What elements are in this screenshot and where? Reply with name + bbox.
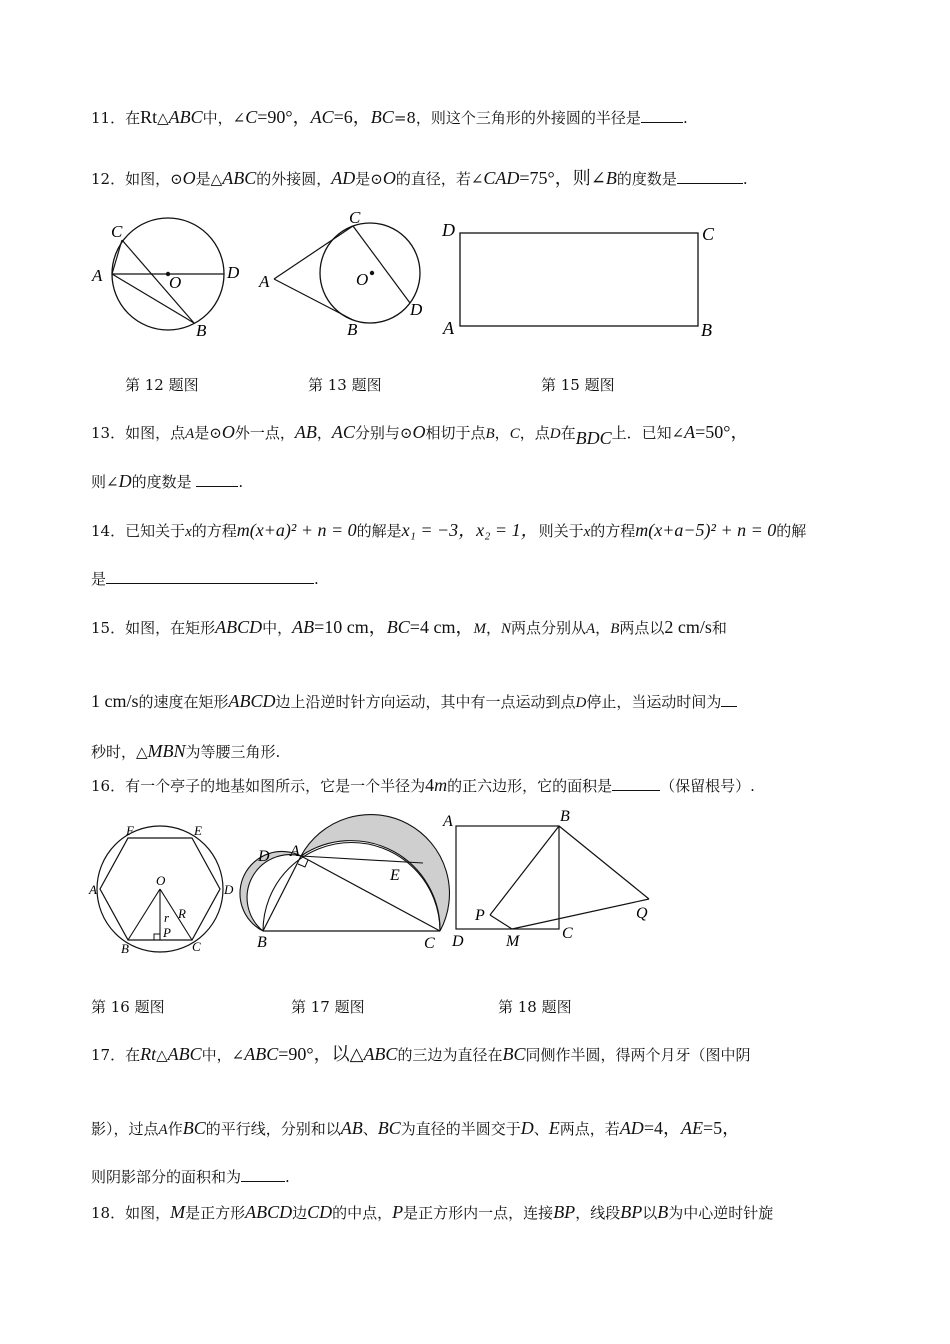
- figure-13: [255, 205, 430, 340]
- answer-blank[interactable]: [677, 169, 743, 184]
- fig16-label-c: C: [192, 939, 201, 954]
- question-11: 11．在Rt△ABC中，∠C=90°，AC=6，BC=8，则这个三角形的外接圆的半径是 .: [91, 107, 688, 127]
- fig17-label-c: C: [424, 935, 435, 952]
- fig16-label-o: O: [156, 873, 166, 888]
- fig17-label-a: A: [290, 843, 300, 860]
- caption-fig12: 第 12 题图: [125, 376, 199, 394]
- fig15-label-d: D: [442, 220, 455, 240]
- caption-fig18: 第 18 题图: [498, 998, 572, 1016]
- fig12-label-a: A: [92, 266, 103, 285]
- fig15-label-a: A: [443, 318, 454, 338]
- question-15-line2: 1 cm/s的速度在矩形ABCD边上沿逆时针方向运动，其中有一点运动到点D停止，当运动时间为: [91, 690, 737, 714]
- fig12-label-b: B: [196, 321, 207, 340]
- fig12-label-c: C: [111, 222, 123, 241]
- fig12-label-d: D: [227, 263, 240, 282]
- question-17-line2: 影），过点A作BC的平行线，分别和以AB、BC为直径的半圆交于D、E两点，若AD=4，AE=5，: [91, 1118, 741, 1138]
- question-16: 16．有一个亭子的地基如图所示，它是一个半径为4m的正六边形，它的面积是 （保留根号）.: [91, 775, 755, 795]
- answer-blank[interactable]: [721, 692, 737, 707]
- question-13: 13．如图，点A是⊙O外一点，AB，AC分别与⊙O相切于点B，C，点D在BDC上．已知∠A=50°，: [91, 422, 749, 448]
- fig18-label-q: Q: [636, 905, 648, 922]
- caption-fig17: 第 17 题图: [291, 998, 365, 1016]
- question-13-line2: 则∠D的度数是 .: [91, 471, 244, 491]
- arc-bdc: BDC: [575, 428, 612, 448]
- fig15-label-b: B: [701, 320, 712, 340]
- fig13-label-o: O: [356, 270, 369, 289]
- fig18-label-b: B: [560, 808, 570, 825]
- fig13-label-b: B: [347, 320, 358, 339]
- fig18-label-d: D: [452, 933, 464, 950]
- answer-blank[interactable]: [641, 108, 683, 123]
- figure-15: [440, 218, 725, 343]
- figure-12: [90, 212, 250, 342]
- fig17-label-d: D: [258, 848, 270, 865]
- fig15-label-c: C: [702, 224, 715, 244]
- question-15: 15．如图，在矩形ABCD中，AB=10 cm，BC=4 cm，M，N两点分别从A，B两点以2 cm/s和: [91, 617, 727, 637]
- fig12-label-o: O: [169, 273, 182, 292]
- fig18-label-c: C: [562, 925, 573, 942]
- figure-17: [240, 806, 455, 956]
- fig16-label-r-upper: R: [178, 906, 186, 921]
- question-17-line3: 则阴影部分的面积和为 .: [91, 1168, 290, 1186]
- caption-fig13: 第 13 题图: [308, 376, 382, 394]
- fig13-label-a: A: [259, 272, 270, 291]
- fig17-label-e: E: [390, 867, 400, 884]
- fig16-label-e: E: [194, 823, 202, 838]
- figure-18: [440, 806, 660, 956]
- fig17-label-b: B: [257, 934, 267, 951]
- fig13-label-d: D: [410, 300, 423, 319]
- fig16-label-f: F: [126, 823, 134, 838]
- figure-16: [86, 818, 246, 963]
- answer-blank[interactable]: [196, 472, 238, 487]
- fig18-label-m: M: [506, 933, 520, 950]
- fig16-label-a: A: [89, 882, 97, 897]
- question-17: 17．在Rt△ABC中，∠ABC=90°，以△ABC的三边为直径在BC同侧作半圆，得两个月牙（图中阴: [91, 1044, 751, 1064]
- fig16-label-p: P: [163, 925, 171, 940]
- fig13-label-c: C: [349, 208, 361, 227]
- question-12: 12．如图，⊙O是△ABC的外接圆，AD是⊙O的直径，若∠CAD=75°，则∠B的度数是 .: [91, 168, 748, 188]
- question-14-line2: 是 .: [91, 570, 319, 588]
- caption-fig15: 第 15 题图: [541, 376, 615, 394]
- fig16-label-d: D: [224, 882, 234, 897]
- answer-blank[interactable]: [612, 776, 660, 791]
- question-14: 14．已知关于x的方程m(x+a)² + n = 0的解是x₁ = −3，x₂ = 1，则关于x的方程m(x+a−5)² + n = 0的解: [91, 520, 807, 540]
- caption-fig16: 第 16 题图: [91, 998, 165, 1016]
- answer-blank[interactable]: [106, 569, 314, 584]
- question-15-line3: 秒时，△MBN为等腰三角形.: [91, 741, 281, 761]
- q11-number: 11．: [91, 109, 126, 127]
- fig18-label-p: P: [475, 907, 485, 924]
- fig16-label-b: B: [121, 941, 129, 956]
- answer-blank[interactable]: [241, 1167, 285, 1182]
- question-18: 18．如图，M是正方形ABCD边CD的中点，P是正方形内一点，连接BP，线段BP以B为中心逆时针旋: [91, 1202, 774, 1222]
- fig16-label-r-lower: r: [164, 910, 170, 925]
- fig18-label-a: A: [443, 813, 453, 830]
